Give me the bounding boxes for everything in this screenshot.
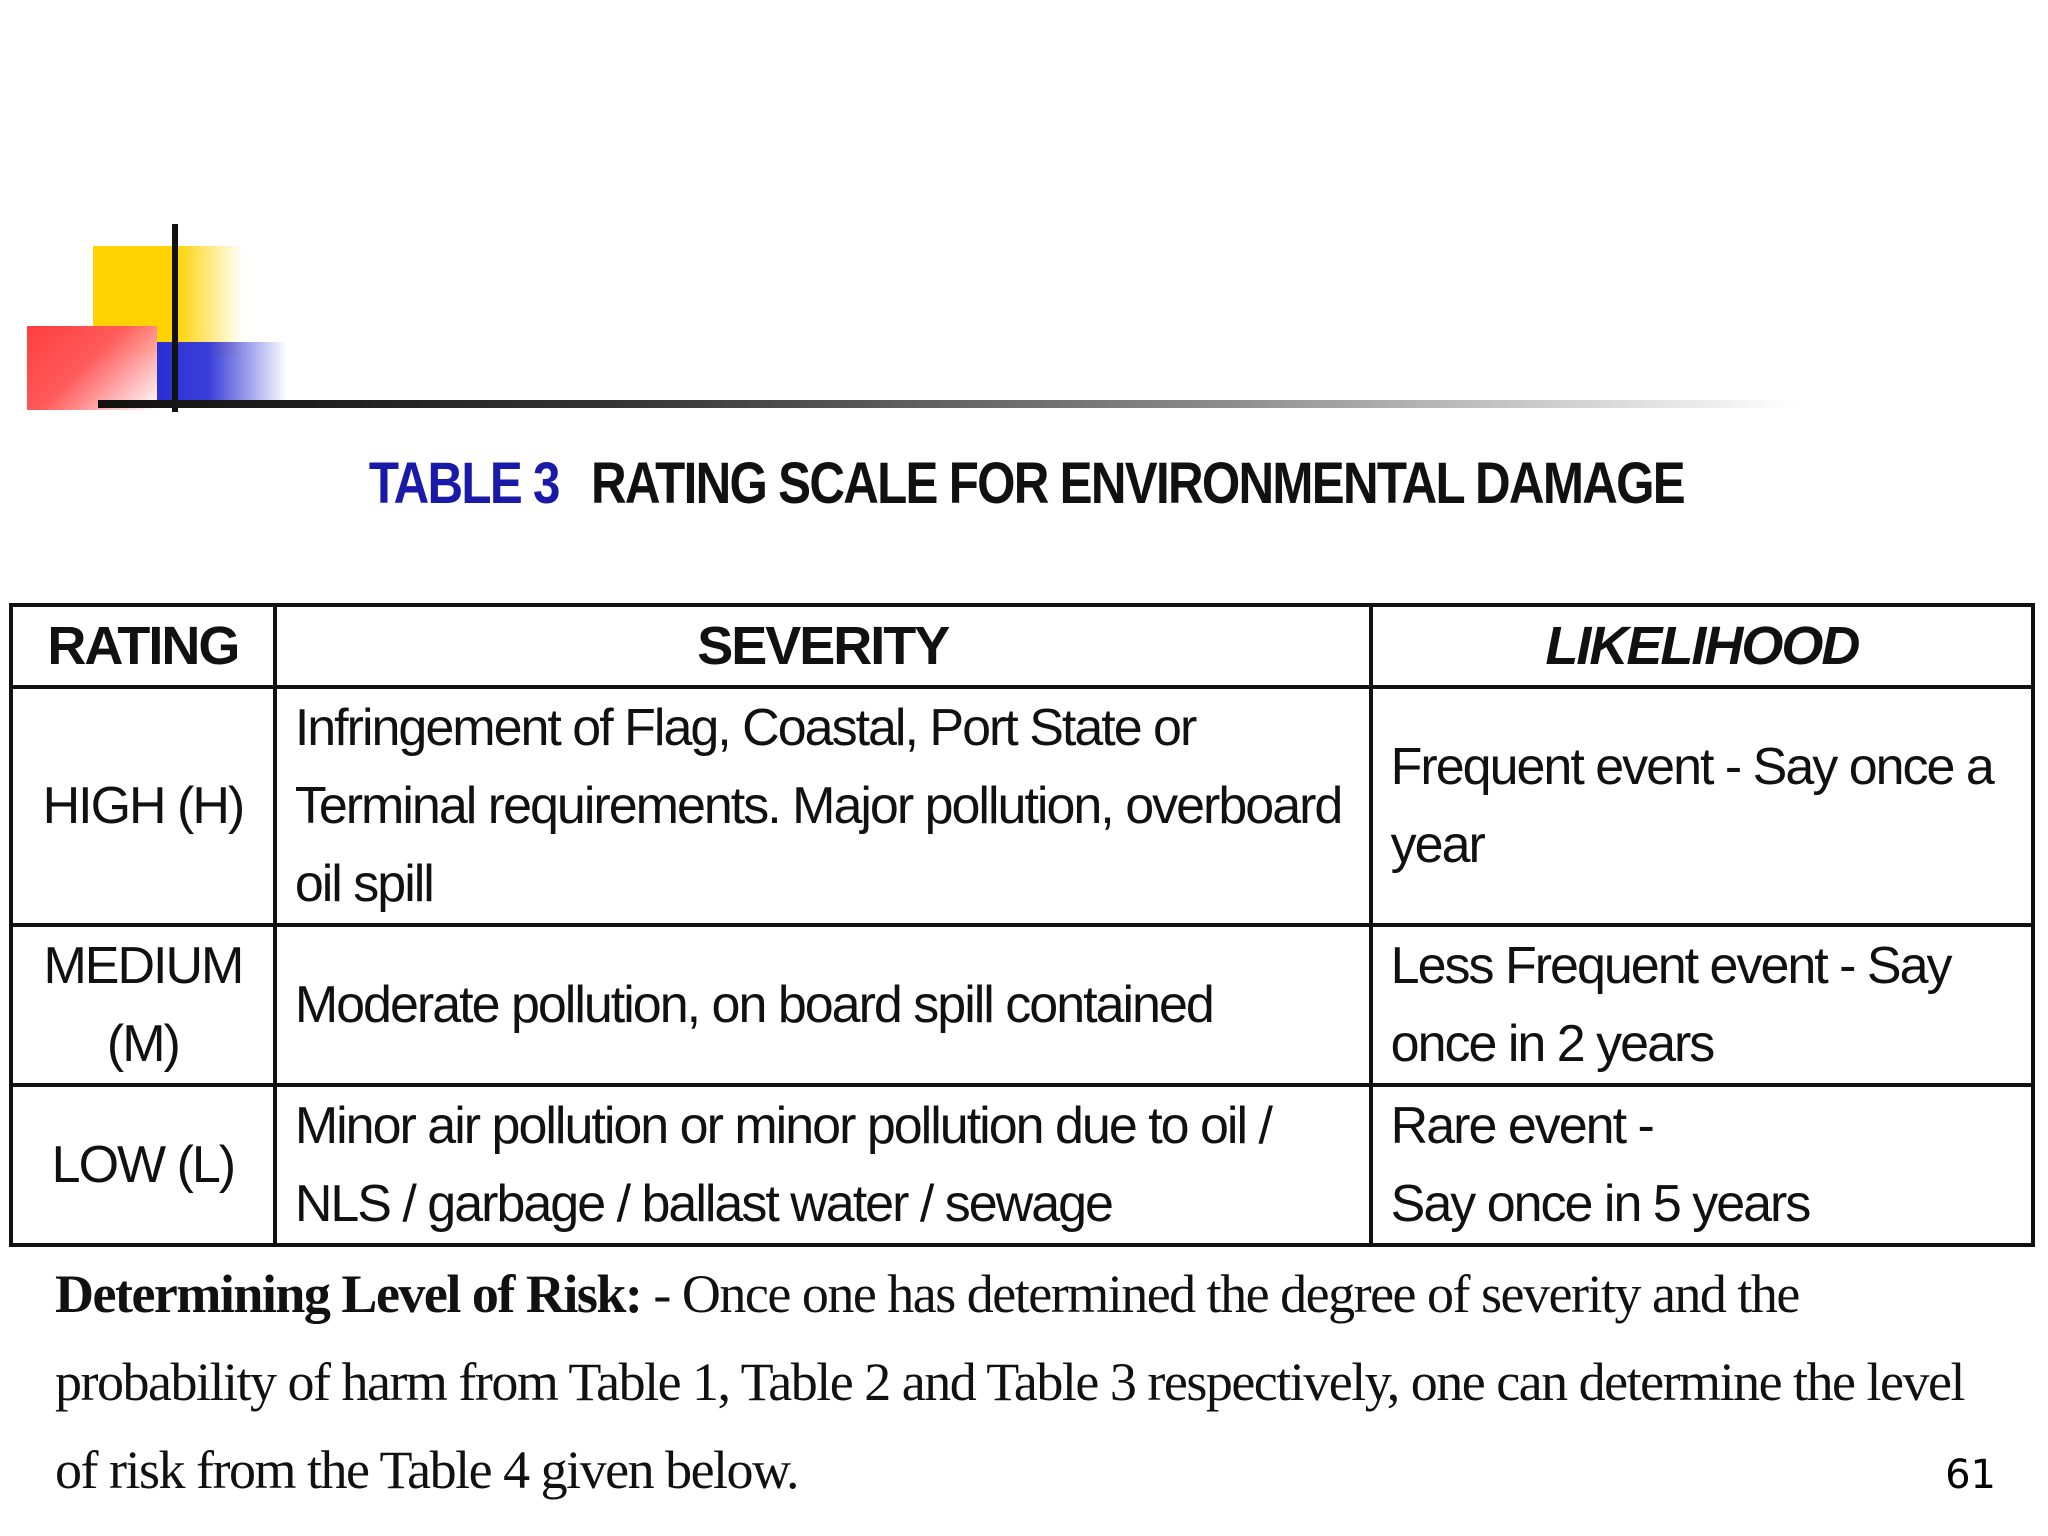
severity-cell: Minor air pollution or minor pollution due to oil / NLS / garbage / ballast water / sewage xyxy=(275,1085,1371,1245)
table-row xyxy=(11,1085,2033,1245)
page-number: 61 xyxy=(1945,1452,1996,1498)
severity-cell: Infringement of Flag, Coastal, Port State or Terminal requirements. Major pollution, overboard oil spill xyxy=(275,687,1371,925)
note-text: - Once one has determined the degree of severity and the probability of harm from Table 1, Table 2 and Table 3 respectively, one can determine the level of risk from the Table 4 given below. xyxy=(55,1264,1964,1500)
header-rating: RATING xyxy=(11,605,275,687)
likelihood-cell: Frequent event - Say once a year xyxy=(1371,687,2033,925)
table-row xyxy=(11,687,2033,925)
rating-cell: LOW (L) xyxy=(11,1085,275,1245)
table-title xyxy=(156,450,1897,517)
rating-table xyxy=(9,603,2035,1247)
severity-cell: Moderate pollution, on board spill contained xyxy=(275,925,1371,1085)
rating-cell: MEDIUM (M) xyxy=(11,925,275,1085)
table-number: TABLE 3 xyxy=(368,451,559,516)
horizontal-rule-decoration xyxy=(98,400,1798,408)
table-header-row xyxy=(11,605,2033,687)
likelihood-line: Rare event - xyxy=(1390,1097,1653,1155)
risk-note-paragraph xyxy=(55,1250,2015,1514)
table-name: RATING SCALE FOR ENVIRONMENTAL DAMAGE xyxy=(591,451,1684,516)
likelihood-line: Say once in 5 years xyxy=(1390,1175,1810,1233)
header-likelihood: LIKELIHOOD xyxy=(1371,605,2033,687)
header-severity: SEVERITY xyxy=(275,605,1371,687)
red-square-decoration xyxy=(27,326,157,410)
header-decoration xyxy=(0,0,2048,420)
vertical-rule-decoration xyxy=(172,224,178,412)
note-lead: Determining Level of Risk: xyxy=(55,1264,642,1324)
rating-cell: HIGH (H) xyxy=(11,687,275,925)
table-row xyxy=(11,925,2033,1085)
likelihood-cell: Less Frequent event - Say once in 2 years xyxy=(1371,925,2033,1085)
likelihood-cell xyxy=(1371,1085,2033,1245)
